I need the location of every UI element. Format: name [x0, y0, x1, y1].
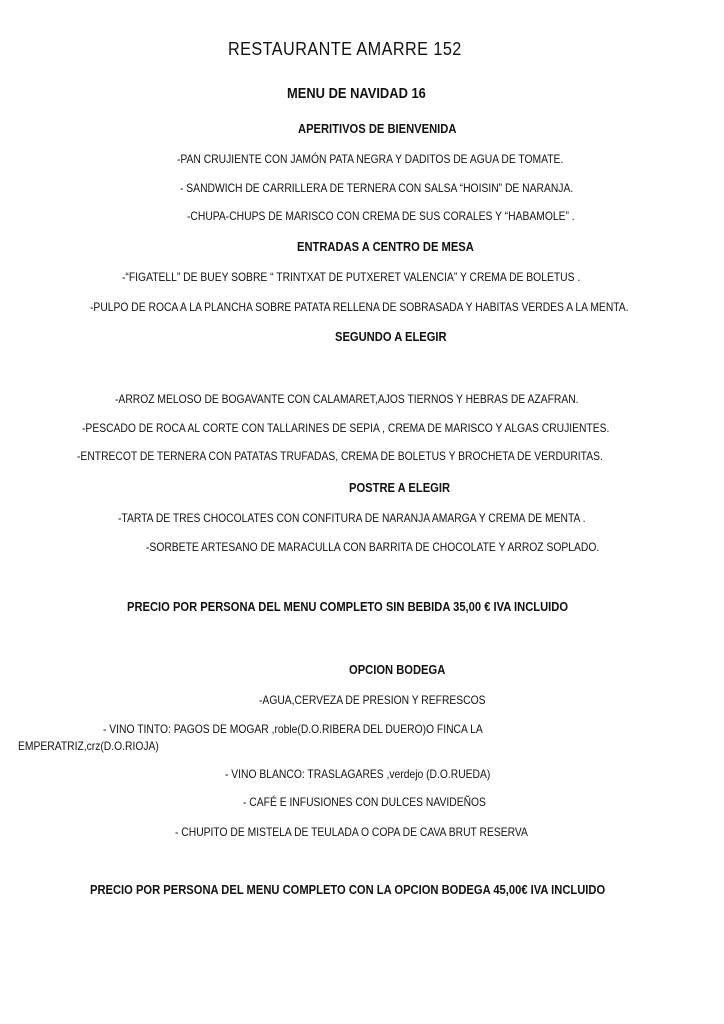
menu-item: -ARROZ MELOSO DE BOGAVANTE CON CALAMARET,AJOS TIERNOS Y HEBRAS DE AZAFRAN. [115, 392, 579, 406]
menu-item: -TARTA DE TRES CHOCOLATES CON CONFITURA DE NARANJA AMARGA Y CREMA DE MENTA . [118, 511, 586, 525]
bodega-item-continued: EMPERATRIZ,crz(D.O.RIOJA) [18, 739, 159, 753]
menu-item: -CHUPA-CHUPS DE MARISCO CON CREMA DE SUS CORALES Y “HABAMOLE” . [187, 209, 575, 223]
menu-item: -SORBETE ARTESANO DE MARACULLA CON BARRITA DE CHOCOLATE Y ARROZ SOPLADO. [146, 540, 600, 554]
restaurant-title: RESTAURANTE AMARRE 152 [228, 39, 462, 59]
menu-item: -PAN CRUJIENTE CON JAMÓN PATA NEGRA Y DADITOS DE AGUA DE TOMATE. [177, 152, 564, 166]
price-bodega: PRECIO POR PERSONA DEL MENU COMPLETO CON LA OPCION BODEGA 45,00€ IVA INCLUIDO [90, 882, 606, 897]
menu-item: -ENTRECOT DE TERNERA CON PATATAS TRUFADAS, CREMA DE BOLETUS Y BROCHETA DE VERDURITAS. [77, 449, 603, 463]
price-no-drinks: PRECIO POR PERSONA DEL MENU COMPLETO SIN BEBIDA 35,00 € IVA INCLUIDO [127, 599, 569, 614]
section-heading-aperitivos: APERITIVOS DE BIENVENIDA [298, 121, 457, 136]
section-heading-bodega: OPCION BODEGA [349, 662, 446, 677]
bodega-item: - VINO BLANCO: TRASLAGARES ,verdejo (D.O.RUEDA) [225, 767, 491, 781]
menu-title: MENU DE NAVIDAD 16 [287, 85, 426, 102]
bodega-item: - CAFÉ E INFUSIONES CON DULCES NAVIDEÑOS [243, 795, 486, 809]
menu-item: -PULPO DE ROCA A LA PLANCHA SOBRE PATATA RELLENA DE SOBRASADA Y HABITAS VERDES A LA MENTA. [90, 300, 629, 314]
menu-item: -“FIGATELL” DE BUEY SOBRE “ TRINTXAT DE PUTXERET VALENCIA” Y CREMA DE BOLETUS . [122, 270, 581, 284]
menu-item: -PESCADO DE ROCA AL CORTE CON TALLARINES DE SEPIA , CREMA DE MARISCO Y ALGAS CRUJIENTES. [82, 421, 610, 435]
bodega-item: - VINO TINTO: PAGOS DE MOGAR ,roble(D.O.RIBERA DEL DUERO)O FINCA LA [103, 722, 483, 736]
bodega-item: - CHUPITO DE MISTELA DE TEULADA O COPA DE CAVA BRUT RESERVA [175, 825, 528, 839]
section-heading-entradas: ENTRADAS A CENTRO DE MESA [297, 239, 474, 254]
section-heading-postre: POSTRE A ELEGIR [349, 480, 451, 495]
section-heading-segundo: SEGUNDO A ELEGIR [335, 329, 447, 344]
bodega-item: -AGUA,CERVEZA DE PRESION Y REFRESCOS [259, 693, 486, 707]
menu-item: - SANDWICH DE CARRILLERA DE TERNERA CON SALSA “HOISIN” DE NARANJA. [180, 181, 574, 195]
